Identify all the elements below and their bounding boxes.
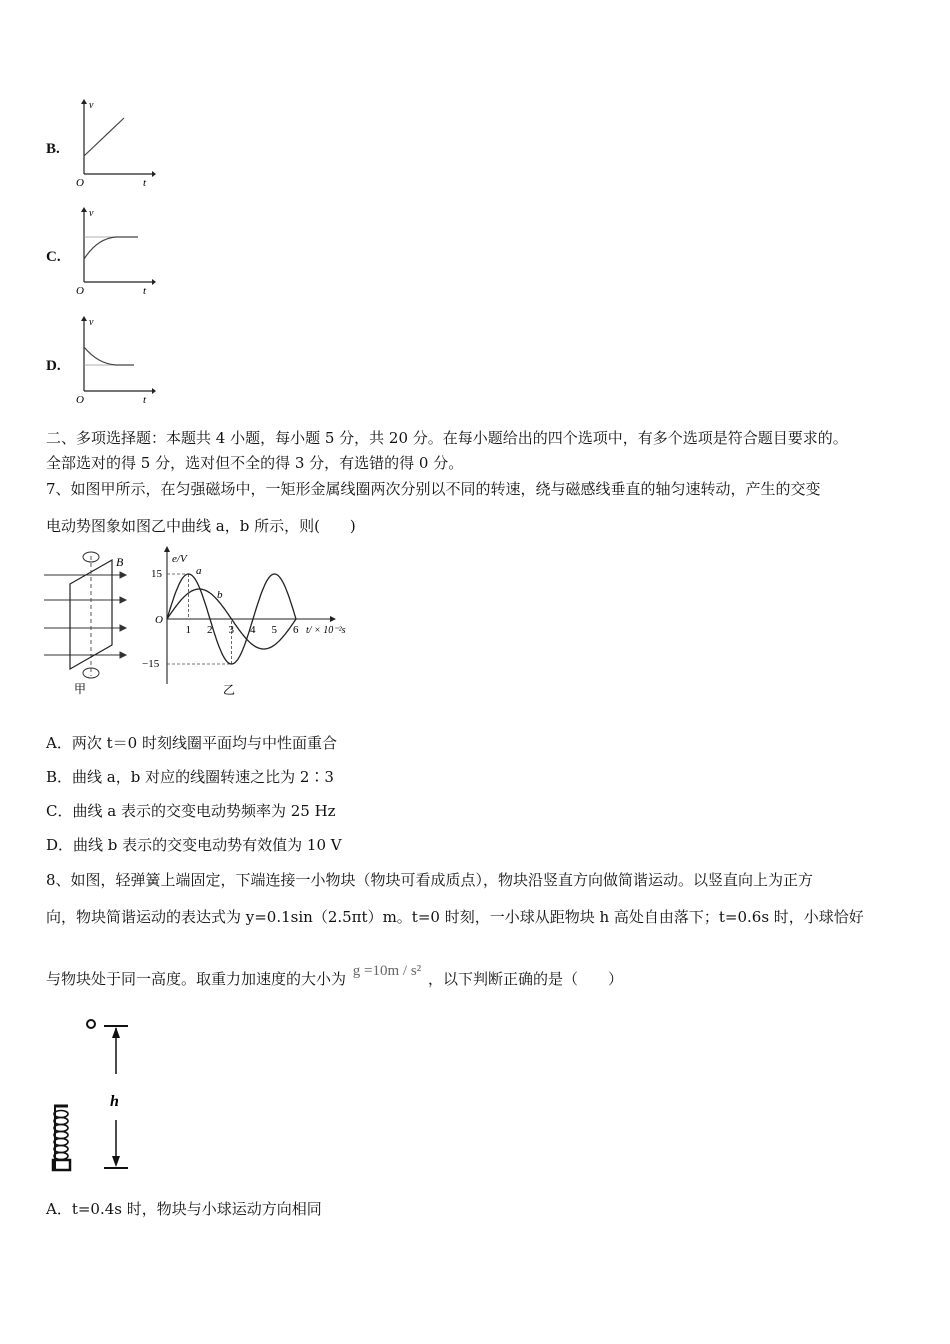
origin-label: O [76,394,84,405]
q7-stem-line1: 7、如图甲所示，在匀强磁场中，一矩形金属线圈两次分别以不同的转速，绕与磁感线垂直的轴匀速转动，产生的交变 [46,480,821,498]
q7-option-d: D．曲线 b 表示的交变电动势有效值为 10 V [46,836,342,854]
x-axis-label: t [143,285,147,296]
q8-line3-text-b: ，以下判断正确的是（ ） [427,970,623,988]
x-tick-label: 1 [185,624,191,636]
y-arrow [81,99,87,104]
ball [87,1020,95,1028]
option-b-label: B. [46,141,60,157]
q8-line3-text-a: 与物块处于同一高度。取重力加速度的大小为 [46,970,347,988]
x-arrow [152,171,156,177]
curve-a-label: a [196,565,202,577]
x-tick-label: 3 [228,624,234,636]
q7-stem-line2: 电动势图象如图乙中曲线 a，b 所示，则( ) [46,517,356,535]
y-axis-label: v [89,208,94,219]
y-axis-label: v [89,100,94,111]
fig-jia-label: 甲 [74,682,87,696]
x-tick-label: 2 [207,624,213,636]
section2-line1: 二、多项选择题：本题共 4 小题，每小题 5 分，共 20 分。在每小题给出的四个选项中，有多个选项是符合题目要求的。 [46,429,848,447]
x-axis-label: t/ × 10⁻²s [306,625,346,636]
q7-option-a: A．两次 t＝0 时刻线圈平面均与中性面重合 [46,734,337,752]
y-top-label: 15 [151,568,162,580]
q7-option-c: C．曲线 a 表示的交变电动势频率为 25 Hz [46,802,336,820]
q8-stem-line1: 8、如图，轻弹簧上端固定，下端连接一小物块（物块可看成质点），物块沿竖直方向做简谐运动。以竖直向上为正方 [46,871,814,889]
x-axis-label: t [143,177,147,188]
origin-label: O [155,614,163,626]
q7-figure-jia [40,548,140,698]
option-d-label: D. [46,358,61,374]
q7-figure-yi [138,544,370,702]
option-d-graph [72,313,156,405]
gravity-formula: g =10m / s² [352,963,422,979]
v-t-line [84,118,124,156]
spring [54,1111,68,1160]
origin-label: O [76,177,84,188]
y-arrow [164,546,170,552]
fig-yi-label: 乙 [223,683,236,697]
section2-line2: 全部选对的得 5 分，选对但不全的得 3 分，有选错的得 0 分。 [46,454,464,472]
field-label: B [116,555,124,569]
y-axis-label: e/V [172,553,187,565]
origin-label: O [76,285,84,296]
x-tick-label: 4 [250,624,256,636]
q8-figure [46,1014,146,1180]
q8-option-a: A．t=0.4s 时，物块与小球运动方向相同 [46,1200,322,1218]
y-bottom-label: −15 [142,658,160,670]
option-c-graph [72,204,156,296]
x-axis-label: t [143,394,147,405]
curve-b-label: b [217,589,223,601]
x-tick-label: 5 [271,624,277,636]
y-axis-label: v [89,317,94,328]
x-arrow [330,616,336,622]
v-t-curve [84,237,138,259]
q8-stem-line2: 向，物块简谐运动的表达式为 y=0.1sin（2.5πt）m。t=0 时刻，一小球从距物块 h 高处自由落下；t=0.6s 时，小球恰好 [46,908,864,926]
q7-option-b: B．曲线 a，b 对应的线圈转速之比为 2∶3 [46,768,334,786]
option-c-label: C. [46,249,61,265]
q8-stem-line3 [46,963,623,990]
option-b-graph [72,96,156,188]
x-tick-label: 6 [293,624,299,636]
v-t-curve [84,347,134,365]
h-label: h [110,1093,119,1110]
